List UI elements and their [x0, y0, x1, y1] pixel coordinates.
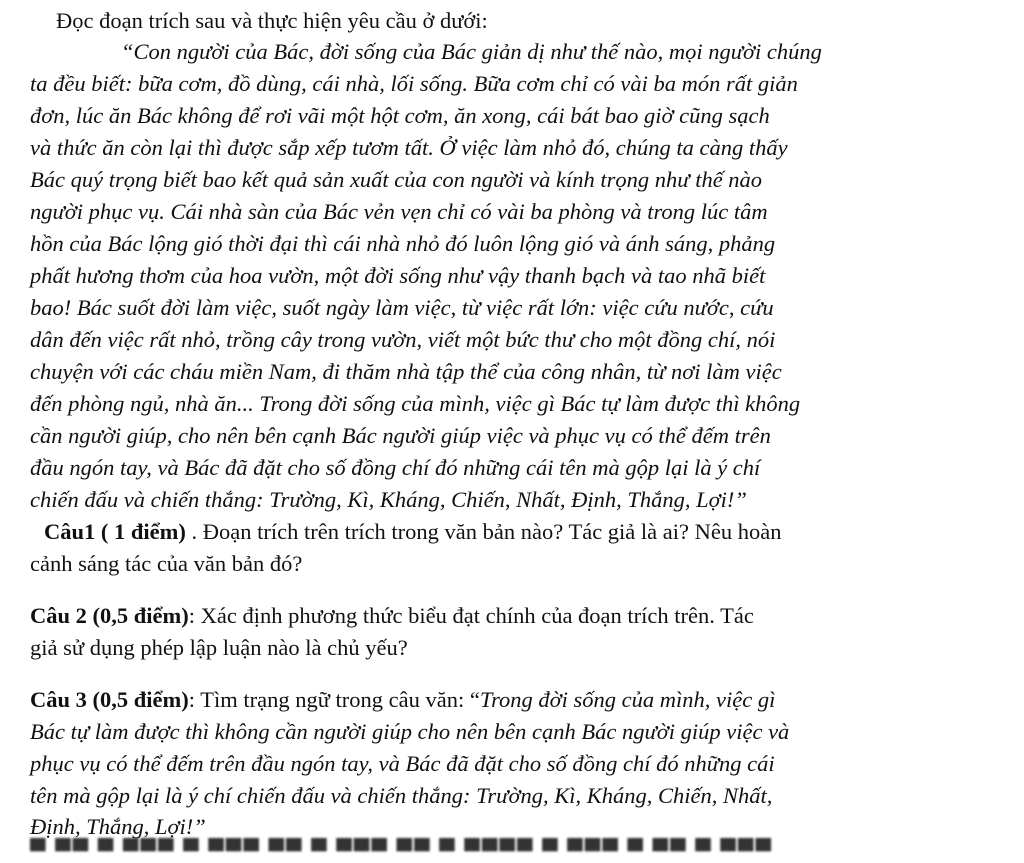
passage-line-12: đến phòng ngủ, nhà ăn... Trong đời sống của mình, việc gì Bác tự làm được thì không [30, 391, 801, 416]
question-2-label: Câu 2 (0,5 điểm) [30, 603, 189, 628]
passage-line-1: “Con người của Bác, đời sống của Bác giản dị như thế nào, mọi người chúng [121, 39, 822, 64]
passage-line-7: hồn của Bác lộng gió thời đại thì cái nhà nhỏ đó luôn lộng gió và ánh sáng, phảng [30, 231, 776, 256]
question-2-line-1 [30, 601, 754, 631]
question-3-quote-start: Trong đời sống của mình, việc gì [479, 687, 776, 712]
question-2-line-2: giả sử dụng phép lập luận nào là chủ yếu? [30, 635, 408, 660]
question-3-quote-line-2: phục vụ có thể đếm trên đầu ngón tay, và Bác đã đặt cho số đồng chí đó những cái [30, 751, 775, 776]
question-3-quote-line-3: tên mà gộp lại là ý chí chiến đấu và chiến thắng: Trường, Kì, Kháng, Chiến, Nhất, [30, 783, 773, 808]
question-3-label: Câu 3 (0,5 điểm) [30, 687, 189, 712]
passage-line-9: bao! Bác suốt đời làm việc, suốt ngày làm việc, từ việc rất lớn: việc cứu nước, cứu [30, 295, 774, 320]
question-3-line-1 [30, 685, 775, 715]
passage-line-6: người phục vụ. Cái nhà sàn của Bác vẻn vẹn chỉ có vài ba phòng và trong lúc tâm [30, 199, 768, 224]
question-3-quote-line-1: Bác tự làm được thì không cần người giúp cho nên bên cạnh Bác người giúp việc và [30, 719, 790, 744]
passage-line-3: đơn, lúc ăn Bác không để rơi vãi một hột cơm, ăn xong, cái bát bao giờ cũng sạch [30, 103, 770, 128]
cropped-text-fragment: ▀ ▀▀ ▀ ▀▀▀ ▀ ▀▀▀ ▀▀ ▀ ▀▀▀ ▀▀ ▀ ▀▀▀▀ ▀ ▀▀▀ ▀ ▀▀ ▀ ▀▀▀ [30, 838, 774, 863]
passage-line-14: đầu ngón tay, và Bác đã đặt cho số đồng chí đó những cái tên mà gộp lại là ý chí [30, 455, 761, 480]
question-3-text: : Tìm trạng ngữ trong câu văn: “ [188, 687, 480, 712]
passage-line-11: chuyện với các cháu miền Nam, đi thăm nhà tập thể của công nhân, từ nơi làm việc [30, 359, 782, 384]
question-2-text: : Xác định phương thức biểu đạt chính của đoạn trích trên. Tác [188, 603, 754, 628]
question-1-line-1 [44, 517, 781, 547]
question-1-line-2: cảnh sáng tác của văn bản đó? [30, 551, 303, 576]
passage-line-15: chiến đấu và chiến thắng: Trường, Kì, Kháng, Chiến, Nhất, Định, Thắng, Lợi!” [30, 487, 747, 512]
passage-line-5: Bác quý trọng biết bao kết quả sản xuất của con người và kính trọng như thế nào [30, 167, 763, 192]
cropped-next-line [30, 838, 930, 863]
instruction: Đọc đoạn trích sau và thực hiện yêu cầu ở dưới: [56, 8, 488, 33]
passage-line-8: phất hương thơm của hoa vườn, một đời sống như vậy thanh bạch và tao nhã biết [30, 263, 766, 288]
question-1-label: Câu1 ( 1 điểm) [44, 519, 186, 544]
passage-line-4: và thức ăn còn lại thì được sắp xếp tươm tất. Ở việc làm nhỏ đó, chúng ta càng thấy [30, 135, 788, 160]
question-1-text: . Đoạn trích trên trích trong văn bản nào? Tác giả là ai? Nêu hoàn [185, 519, 782, 544]
question-3-quote-line-4: Định, Thắng, Lợi!” [30, 814, 206, 839]
passage-line-2: ta đều biết: bữa cơm, đồ dùng, cái nhà, lối sống. Bữa cơm chỉ có vài ba món rất giản [30, 71, 798, 96]
passage-line-13: cần người giúp, cho nên bên cạnh Bác người giúp việc và phục vụ có thể đếm trên [30, 423, 771, 448]
passage-line-10: dân đến việc rất nhỏ, trồng cây trong vườn, viết một bức thư cho một đồng chí, nói [30, 327, 776, 352]
